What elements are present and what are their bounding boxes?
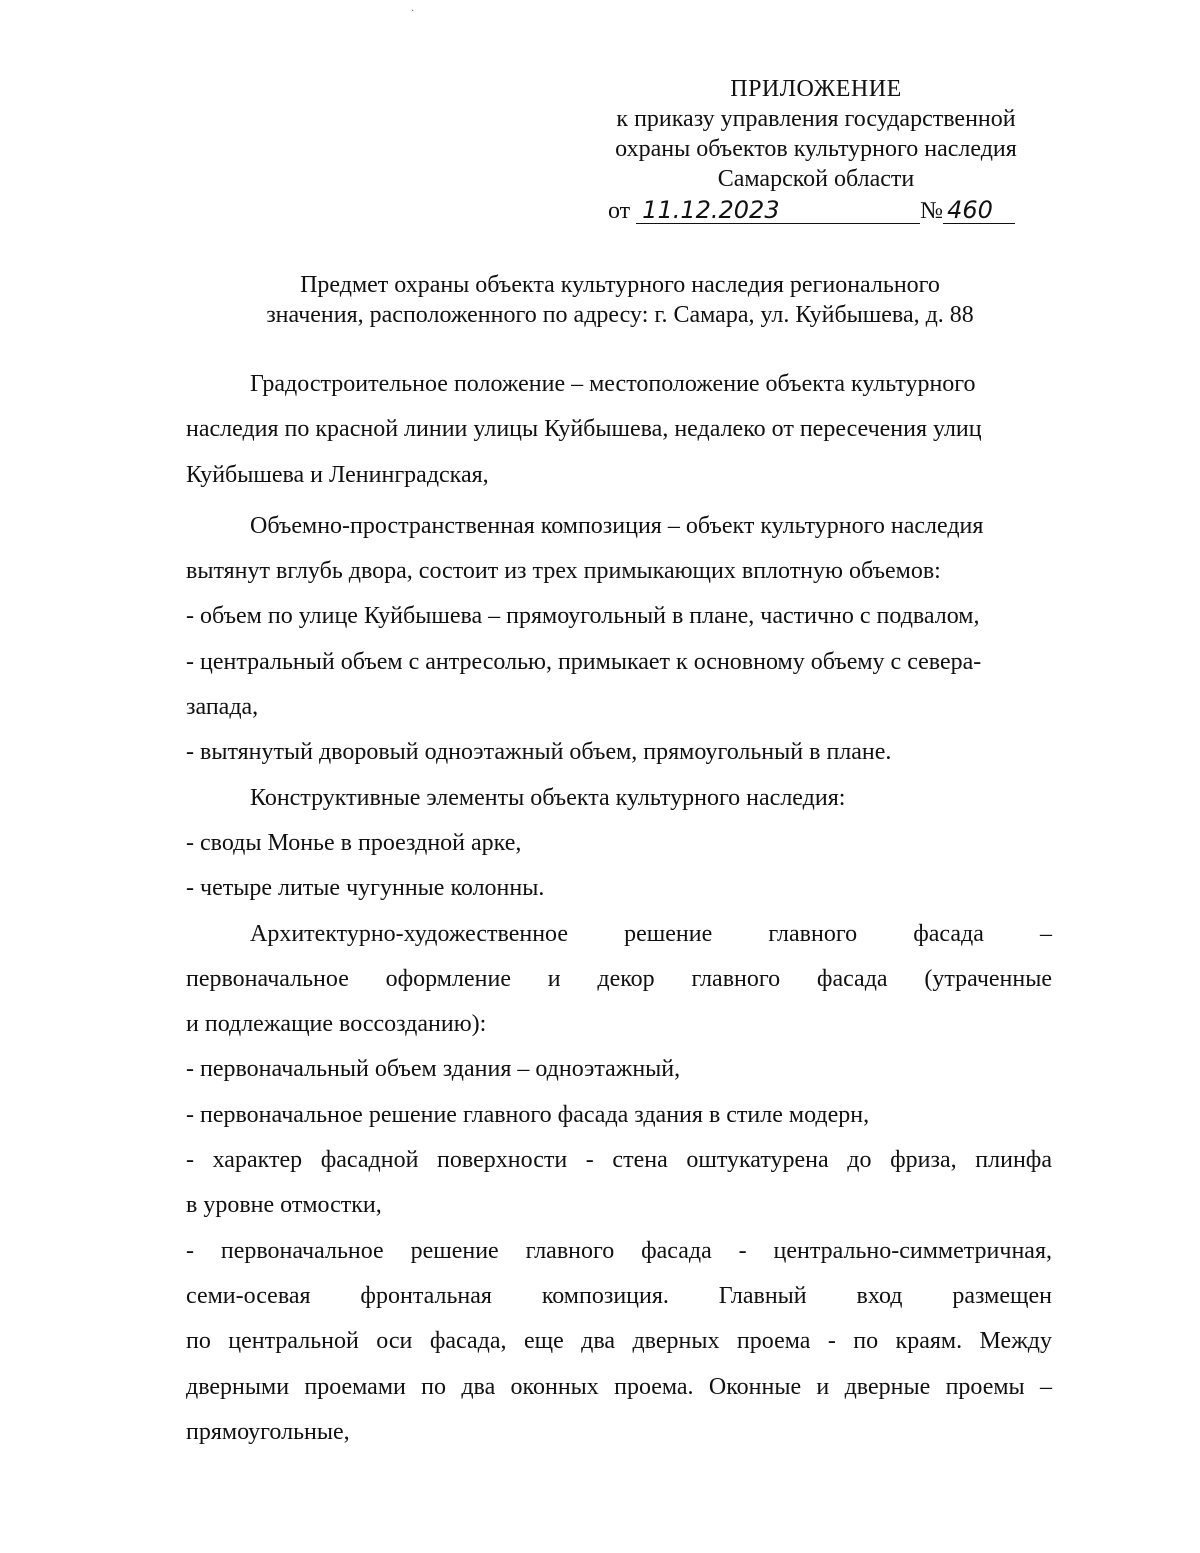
paragraph-line: - объем по улице Куйбышева – прямоугольный в плане, частично с подвалом, bbox=[186, 603, 980, 630]
paragraph-line: Куйбышева и Ленинградская, bbox=[186, 461, 489, 488]
paragraph-line: вытянут вглубь двора, состоит из трех примыкающих вплотную объемов: bbox=[186, 558, 941, 585]
header-line-2: охраны объектов культурного наследия bbox=[615, 136, 1017, 162]
number-prefix: № bbox=[920, 198, 944, 224]
date-prefix: от bbox=[608, 198, 631, 224]
paragraph-line: наследия по красной линии улицы Куйбышева, недалеко от пересечения улиц bbox=[186, 416, 982, 443]
paragraph-line: первоначальное оформление и декор главного фасада (утраченные bbox=[186, 965, 1052, 992]
scan-mark: · bbox=[411, 6, 415, 17]
paragraph-line: - первоначальное решение главного фасада здания в стиле модерн, bbox=[186, 1101, 870, 1128]
paragraph-line: Объемно-пространственная композиция – объект культурного наследия bbox=[250, 512, 984, 539]
paragraph-line: - центральный объем с антресолью, примыкает к основному объему с севера- bbox=[186, 648, 982, 675]
paragraph-line: Градостроительное положение – местоположение объекта культурного bbox=[250, 371, 976, 397]
paragraph-line: запада, bbox=[186, 694, 259, 721]
paragraph-line: Конструктивные элементы объекта культурного наследия: bbox=[250, 784, 846, 811]
handwritten-date: 11.12.2023 bbox=[636, 197, 920, 224]
order-date-number bbox=[586, 196, 1046, 226]
paragraph-line: по центральной оси фасада, еще два дверных проема - по краям. Между bbox=[186, 1328, 1052, 1355]
paragraph-line: прямоугольные, bbox=[186, 1418, 350, 1445]
title-line-2: значения, расположенного по адресу: г. Самара, ул. Куйбышева, д. 88 bbox=[266, 302, 974, 328]
document-title bbox=[200, 270, 1040, 330]
handwritten-number: 460 bbox=[943, 197, 1015, 224]
paragraph-line: и подлежащие воссозданию): bbox=[186, 1011, 487, 1038]
appendix-header bbox=[586, 74, 1046, 226]
header-line-1: к приказу управления государственной bbox=[616, 106, 1016, 132]
paragraph-line: Архитектурно-художественное решение главного фасада – bbox=[250, 920, 1052, 947]
paragraph-line: - своды Монье в проездной арке, bbox=[186, 829, 522, 856]
paragraph-line: - первоначальное решение главного фасада - центрально-симметричная, bbox=[186, 1237, 1052, 1264]
paragraph-line: семи-осевая фронтальная композиция. Главный вход размещен bbox=[186, 1282, 1052, 1309]
paragraph-line: в уровне отмостки, bbox=[186, 1192, 382, 1219]
header-line-3: Самарской области bbox=[717, 166, 915, 192]
appendix-title: ПРИЛОЖЕНИЕ bbox=[730, 76, 902, 102]
document-body bbox=[186, 362, 1052, 1455]
title-line-1: Предмет охраны объекта культурного наследия регионального bbox=[300, 272, 940, 298]
paragraph-line: - вытянутый дворовый одноэтажный объем, прямоугольный в плане. bbox=[186, 739, 892, 766]
paragraph-line: - четыре литые чугунные колонны. bbox=[186, 875, 545, 902]
paragraph-line: дверными проемами по два оконных проема. Оконные и дверные проемы – bbox=[186, 1373, 1052, 1400]
paragraph-line: - характер фасадной поверхности - стена оштукатурена до фриза, плинфа bbox=[186, 1147, 1052, 1174]
paragraph-line: - первоначальный объем здания – одноэтажный, bbox=[186, 1056, 681, 1083]
